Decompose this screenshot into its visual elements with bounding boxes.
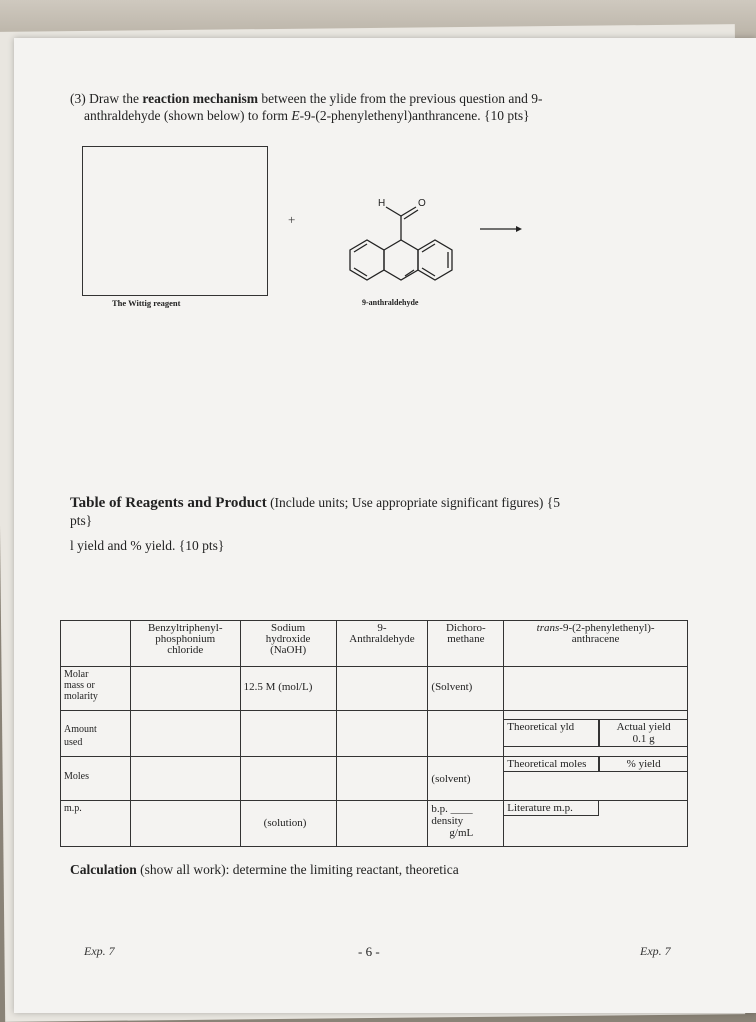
theoretical-yield-label: Theoretical yld bbox=[504, 719, 599, 747]
table-cell[interactable]: (Solvent) bbox=[428, 667, 504, 711]
col-sodium-hydroxide: Sodium hydroxide (NaOH) bbox=[240, 621, 336, 667]
col-product: trans-9-(2-phenylethenyl)- anthracene bbox=[504, 621, 688, 667]
table-cell[interactable]: (solvent) bbox=[428, 757, 504, 801]
table-cell[interactable] bbox=[336, 801, 428, 847]
row-label-mp: m.p. bbox=[61, 801, 131, 847]
reaction-arrow-icon bbox=[478, 224, 524, 234]
row-label-moles: Moles bbox=[61, 757, 131, 801]
question-number: (3) bbox=[70, 91, 86, 106]
question-bold: reaction mechanism bbox=[142, 91, 258, 106]
literature-mp-label: Literature m.p. bbox=[504, 801, 599, 816]
table-cell[interactable] bbox=[240, 757, 336, 801]
question-3 bbox=[70, 90, 640, 124]
table-cell[interactable]: 12.5 M (mol/L) bbox=[240, 667, 336, 711]
table-cell[interactable] bbox=[130, 667, 240, 711]
table-cell[interactable] bbox=[428, 711, 504, 757]
yield-cell bbox=[504, 711, 688, 757]
table-cell[interactable] bbox=[130, 757, 240, 801]
calculation-instructions: Calculation (show all work): determine the limiting reactant, theoretica bbox=[70, 862, 459, 877]
table-heading bbox=[70, 494, 670, 530]
percent-yield-label: % yield bbox=[599, 757, 687, 772]
table-cell[interactable] bbox=[336, 667, 428, 711]
col-benzyltriphenylphosphonium: Benzyltriphenyl- phosphonium chloride bbox=[130, 621, 240, 667]
page-number: - 6 - bbox=[358, 944, 380, 959]
theoretical-moles-label: Theoretical moles bbox=[504, 757, 599, 772]
table-heading-text: pts} bbox=[70, 513, 93, 528]
actual-yield-value: 0.1 g bbox=[632, 733, 655, 745]
col-anthraldehyde: 9- Anthraldehyde bbox=[336, 621, 428, 667]
question-points: {10 pts} bbox=[484, 108, 530, 123]
reagents-table bbox=[60, 620, 688, 847]
atom-o-label: O bbox=[418, 198, 426, 209]
literature-mp-cell bbox=[504, 801, 688, 847]
question-text: anthraldehyde (shown below) to form bbox=[84, 108, 288, 123]
anthraldehyde-structure bbox=[320, 186, 480, 298]
moles-yield-cell bbox=[504, 757, 688, 801]
table-cell[interactable] bbox=[336, 757, 428, 801]
table-row-molar bbox=[61, 667, 688, 711]
yield-instructions: l yield and % yield. {10 pts} bbox=[70, 538, 225, 553]
table-heading-text: (Include units; Use appropriate significant figures) {5 bbox=[270, 495, 560, 510]
wittig-reagent-label: The Wittig reagent bbox=[112, 298, 181, 308]
table-row-mp bbox=[61, 801, 688, 847]
question-text: Draw the bbox=[89, 91, 139, 106]
row-label-molar: Molar mass or molarity bbox=[61, 667, 131, 711]
question-text: -9-(2-phenylethenyl)anthrancene. bbox=[299, 108, 481, 123]
col-dichloromethane: Dichoro- methane bbox=[428, 621, 504, 667]
footer-left: Exp. 7 bbox=[84, 944, 115, 958]
table-header-row bbox=[61, 621, 688, 667]
footer-right: Exp. 7 bbox=[640, 944, 671, 958]
table-row-amount bbox=[61, 711, 688, 757]
table-cell[interactable] bbox=[130, 801, 240, 847]
table-cell[interactable] bbox=[504, 667, 688, 711]
plus-sign: + bbox=[288, 212, 296, 227]
dcm-properties[interactable]: b.p. ____ density g/mL bbox=[428, 801, 504, 847]
question-italic: E bbox=[291, 108, 300, 123]
table-heading-bold: Table of Reagents and Product bbox=[70, 495, 267, 511]
ring-right bbox=[418, 240, 452, 280]
table-cell[interactable]: (solution) bbox=[240, 801, 336, 847]
anthraldehyde-label: 9-anthraldehyde bbox=[362, 298, 419, 307]
table-cell[interactable] bbox=[240, 711, 336, 757]
row-label-amount: Amount used bbox=[61, 711, 131, 757]
corner-cell bbox=[61, 621, 131, 667]
atom-h-label: H bbox=[378, 198, 386, 209]
table-cell[interactable] bbox=[336, 711, 428, 757]
wittig-reagent-box[interactable] bbox=[82, 146, 268, 296]
table-row-moles bbox=[61, 757, 688, 801]
table-cell[interactable] bbox=[130, 711, 240, 757]
actual-yield-box: Actual yield 0.1 g bbox=[599, 719, 687, 747]
question-text: between the ylide from the previous question and 9- bbox=[261, 91, 543, 106]
ring-middle bbox=[384, 240, 418, 280]
ring-left bbox=[350, 240, 384, 280]
